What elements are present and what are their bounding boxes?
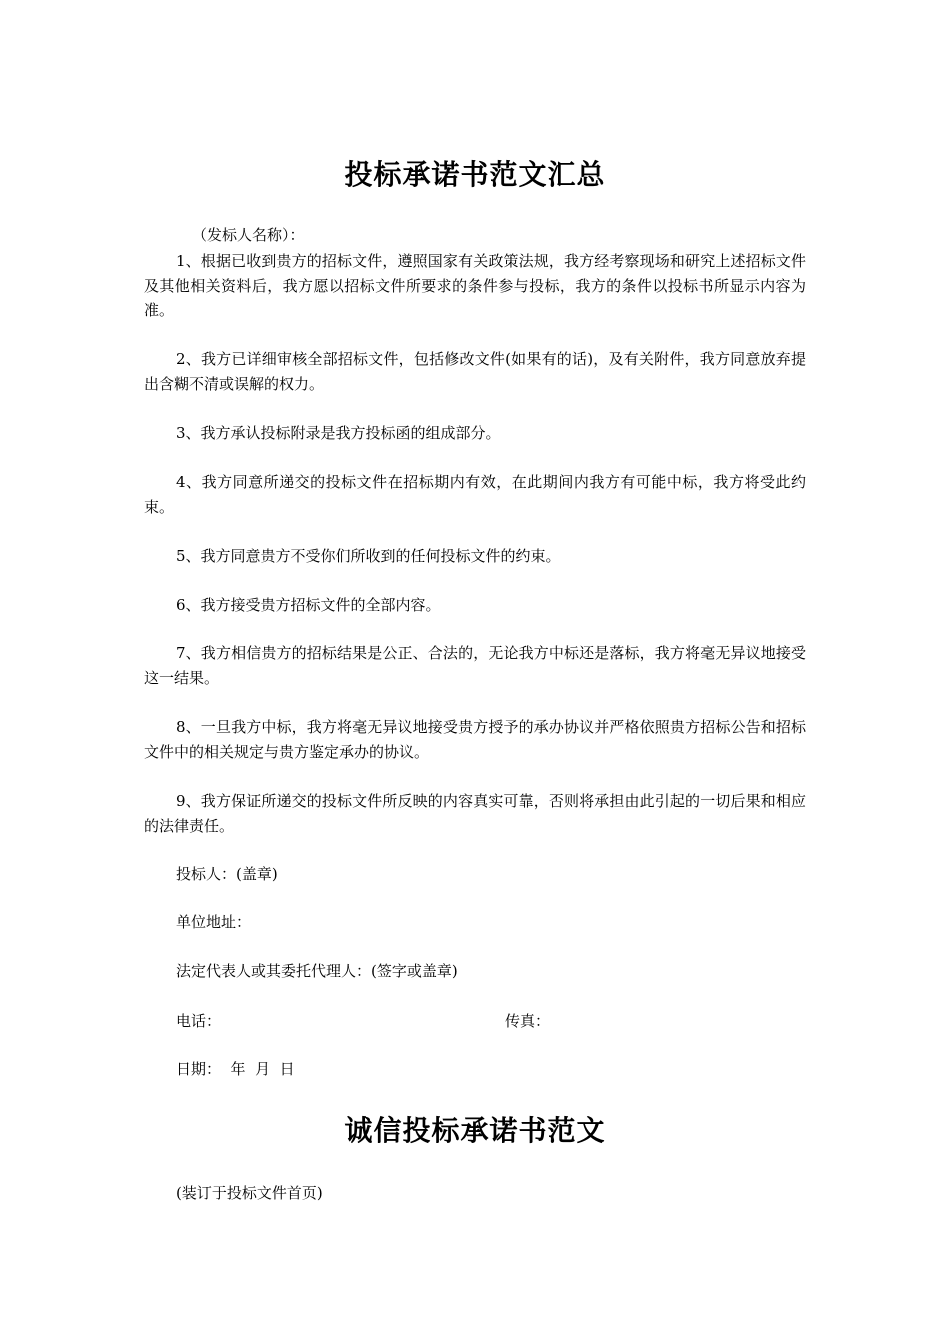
addressee-line: （发标人名称）： xyxy=(192,226,305,244)
paragraph-4: 4、我方同意所递交的投标文件在招标期内有效，在此期间内我方有可能中标，我方将受此约束。 xyxy=(144,473,806,516)
company-address-line: 单位地址： xyxy=(176,913,252,931)
section-title: 诚信投标承诺书范文 xyxy=(344,1114,606,1147)
phone-label: 电话： xyxy=(176,1012,222,1030)
bidder-seal-line: 投标人：(盖章) xyxy=(176,865,278,883)
paragraph-9: 9、我方保证所递交的投标文件所反映的内容真实可靠，否则将承担由此引起的一切后果和相应的法律责任。 xyxy=(144,792,806,835)
paragraph-7: 7、我方相信贵方的招标结果是公正、合法的，无论我方中标还是落标，我方将毫无异议地接受这一结果。 xyxy=(144,644,806,687)
binding-note: (装订于投标文件首页) xyxy=(176,1184,323,1202)
paragraph-3: 3、我方承认投标附录是我方投标函的组成部分。 xyxy=(176,424,501,442)
paragraph-2: 2、我方已详细审核全部招标文件，包括修改文件(如果有的话)，及有关附件，我方同意放弃提出含糊不清或误解的权力。 xyxy=(144,350,806,393)
paragraph-8: 8、一旦我方中标，我方将毫无异议地接受贵方授予的承办协议并严格依照贵方招标公告和招标文件中的相关规定与贵方鉴定承办的协议。 xyxy=(144,718,806,761)
paragraph-1: 1、根据已收到贵方的招标文件，遵照国家有关政策法规，我方经考察现场和研究上述招标文件及其他相关资料后，我方愿以招标文件所要求的条件参与投标，我方的条件以投标书所显示内容为准。 xyxy=(144,252,806,319)
document-title: 投标承诺书范文汇总 xyxy=(344,158,606,191)
legal-representative-line: 法定代表人或其委托代理人：(签字或盖章) xyxy=(176,962,458,980)
paragraph-6: 6、我方接受贵方招标文件的全部内容。 xyxy=(176,596,441,614)
paragraph-5: 5、我方同意贵方不受你们所收到的任何投标文件的约束。 xyxy=(176,547,561,565)
date-line: 日期： 年 月 日 xyxy=(176,1060,295,1078)
fax-label: 传真： xyxy=(505,1012,551,1030)
